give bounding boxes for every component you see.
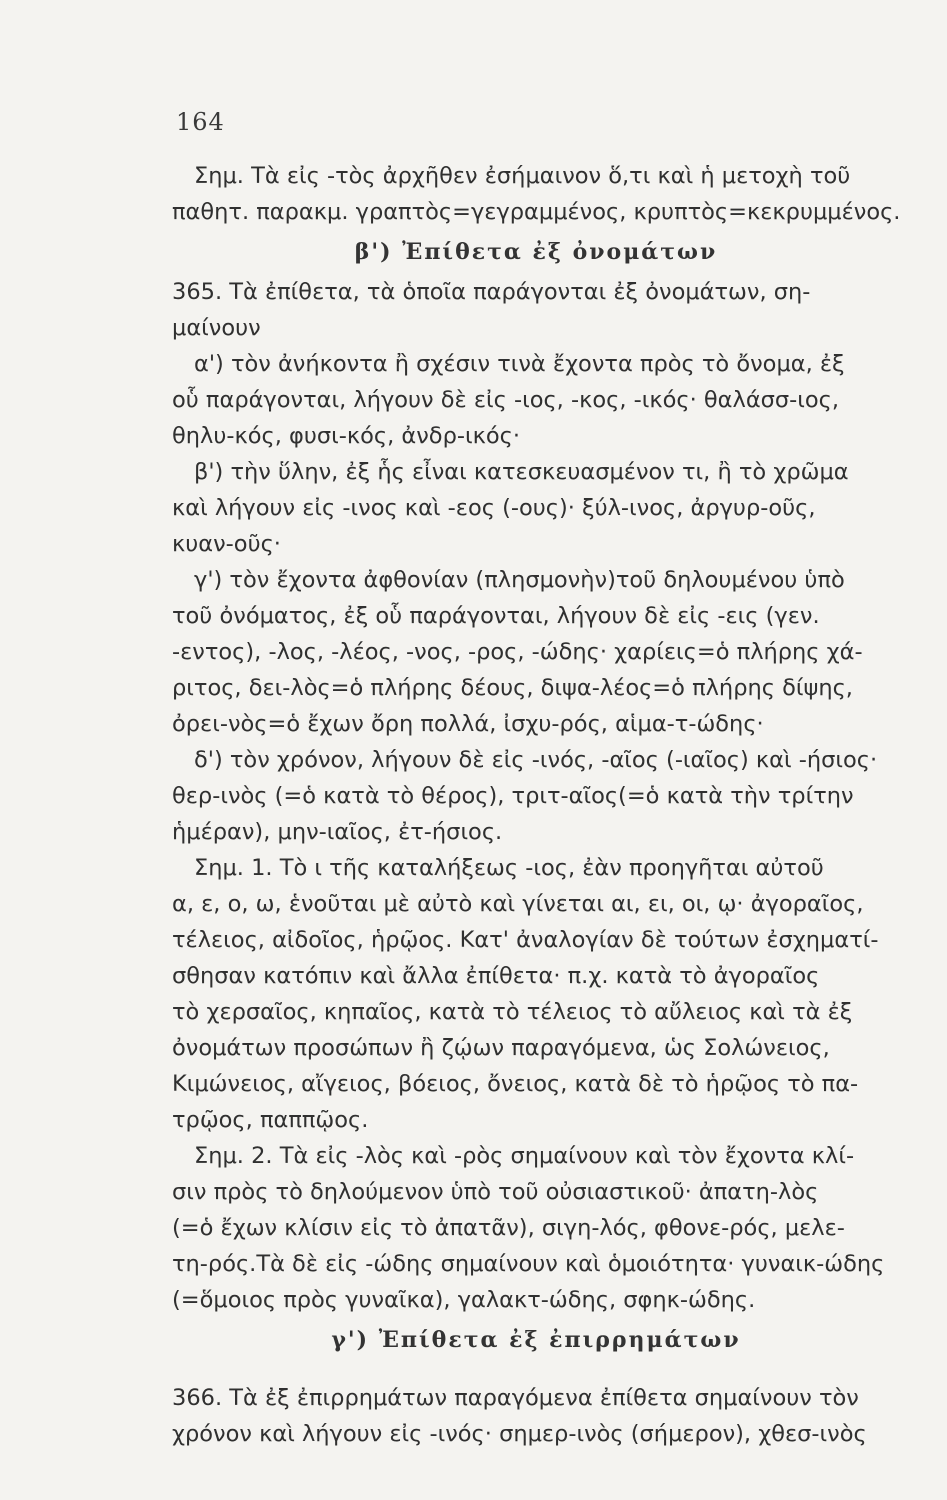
text-line: σιν πρὸς τὸ δηλούμενον ὑπὸ τοῦ οὐσιαστικοῦ· ἀπατη-λὸς [172, 1179, 819, 1205]
text-line: τη-ρός.Τὰ δὲ εἰς -ώδης σημαίνουν καὶ ὁμοιότητα· γυναικ-ώδης [172, 1251, 885, 1277]
text-line: τοῦ ὀνόματος, ἐξ οὗ παράγονται, λήγουν δὲ εἰς -εις (γεν. [172, 603, 820, 629]
text-line: γ') τὸν ἔχοντα ἀφθονίαν (πλησμονὴν)τοῦ δηλουμένου ὑπὸ [194, 567, 845, 593]
text-line: τρῷος, παππῷος. [172, 1107, 369, 1133]
text-line: χρόνον καὶ λήγουν εἰς -ινός· σημερ-ινὸς (σήμερον), χθεσ-ινὸς [172, 1421, 867, 1447]
text-line: 365. Τὰ ἐπίθετα, τὰ ὁποῖα παράγονται ἐξ ὀνομάτων, ση- [172, 279, 811, 305]
text-line: κυαν-οῦς· [172, 531, 281, 557]
text-line: οὗ παράγονται, λήγουν δὲ εἰς -ιος, -κος, -ικός· θαλάσσ-ιος, [172, 387, 840, 413]
text-line: (=ὁ ἔχων κλίσιν εἰς τὸ ἀπατᾶν), σιγη-λός, φθονε-ρός, μελε- [172, 1215, 845, 1241]
text-line: θερ-ινὸς (=ὁ κατὰ τὸ θέρος), τριτ-αῖος(=ὁ κατὰ τὴν τρίτην [172, 783, 854, 809]
section-heading: γ') Ἐπίθετα ἐξ ἐπιρρημάτων [331, 1327, 741, 1353]
text-line: Σημ. 2. Τὰ εἰς -λὸς καὶ -ρὸς σημαίνουν καὶ τὸν ἔχοντα κλί- [194, 1143, 855, 1169]
page-number: 164 [176, 108, 225, 136]
text-line: α') τὸν ἀνήκοντα ἢ σχέσιν τινὰ ἔχοντα πρὸς τὸ ὄνομα, ἐξ [194, 351, 845, 377]
text-line: α, ε, ο, ω, ἑνοῦται μὲ αὐτὸ καὶ γίνεται αι, ει, οι, ῳ· ἀγοραῖος, [172, 891, 864, 917]
text-line: θηλυ-κός, φυσι-κός, ἀνδρ-ικός· [172, 423, 520, 449]
text-line: δ') τὸν χρόνον, λήγουν δὲ εἰς -ινός, -αῖος (-ιαῖος) καὶ -ήσιος· [194, 747, 878, 773]
section-heading: β') Ἐπίθετα ἐξ ὀνομάτων [354, 239, 718, 265]
text-line: ὀρει-νὸς=ὁ ἔχων ὄρη πολλά, ἰσχυ-ρός, αἱμα-τ-ώδης· [172, 711, 764, 737]
text-line: (=ὅμοιος πρὸς γυναῖκα), γαλακτ-ώδης, σφηκ-ώδης. [172, 1287, 756, 1313]
text-line: μαίνουν [172, 315, 261, 341]
text-line: 366. Τὰ ἐξ ἐπιρρημάτων παραγόμενα ἐπίθετα σημαίνουν τὸν [172, 1385, 859, 1411]
text-line: τέλειος, αἰδοῖος, ἡρῷος. Κατ' ἀναλογίαν δὲ τούτων ἐσχηματί- [172, 927, 879, 953]
text-line: ἡμέραν), μην-ιαῖος, ἐτ-ήσιος. [172, 819, 503, 845]
text-line: καὶ λήγουν εἰς -ινος καὶ -εος (-ους)· ξύλ-ινος, ἀργυρ-οῦς, [172, 495, 816, 521]
text-line: -εντος), -λος, -λέος, -νος, -ρος, -ώδης· χαρίεις=ὁ πλήρης χά- [172, 639, 863, 665]
text-line: Κιμώνειος, αἴγειος, βόειος, ὄνειος, κατὰ δὲ τὸ ἡρῷος τὸ πα- [172, 1071, 859, 1097]
text-line: Σημ. Τὰ εἰς -τὸς ἀρχῆθεν ἐσήμαινον ὅ,τι καὶ ἡ μετοχὴ τοῦ [194, 163, 851, 189]
text-line: β') τὴν ὕλην, ἐξ ἧς εἶναι κατεσκευασμένον τι, ἢ τὸ χρῶμα [194, 459, 849, 485]
text-line: ὀνομάτων προσώπων ἢ ζῴων παραγόμενα, ὡς Σολώνειος, [172, 1035, 830, 1061]
text-line: ριτος, δει-λὸς=ὁ πλήρης δέους, διψα-λέος=ὁ πλήρης δίψης, [172, 675, 853, 701]
text-line: παθητ. παρακμ. γραπτὸς=γεγραμμένος, κρυπτὸς=κεκρυμμένος. [172, 199, 900, 225]
page-body [172, 158, 900, 1452]
text-line: σθησαν κατόπιν καὶ ἄλλα ἐπίθετα· π.χ. κατὰ τὸ ἀγοραῖος [172, 963, 820, 989]
text-line: Σημ. 1. Τὸ ι τῆς καταλήξεως -ιος, ἐὰν προηγῆται αὐτοῦ [194, 855, 824, 881]
text-line: τὸ χερσαῖος, κηπαῖος, κατὰ τὸ τέλειος τὸ αὔλειος καὶ τὰ ἐξ [172, 999, 853, 1025]
